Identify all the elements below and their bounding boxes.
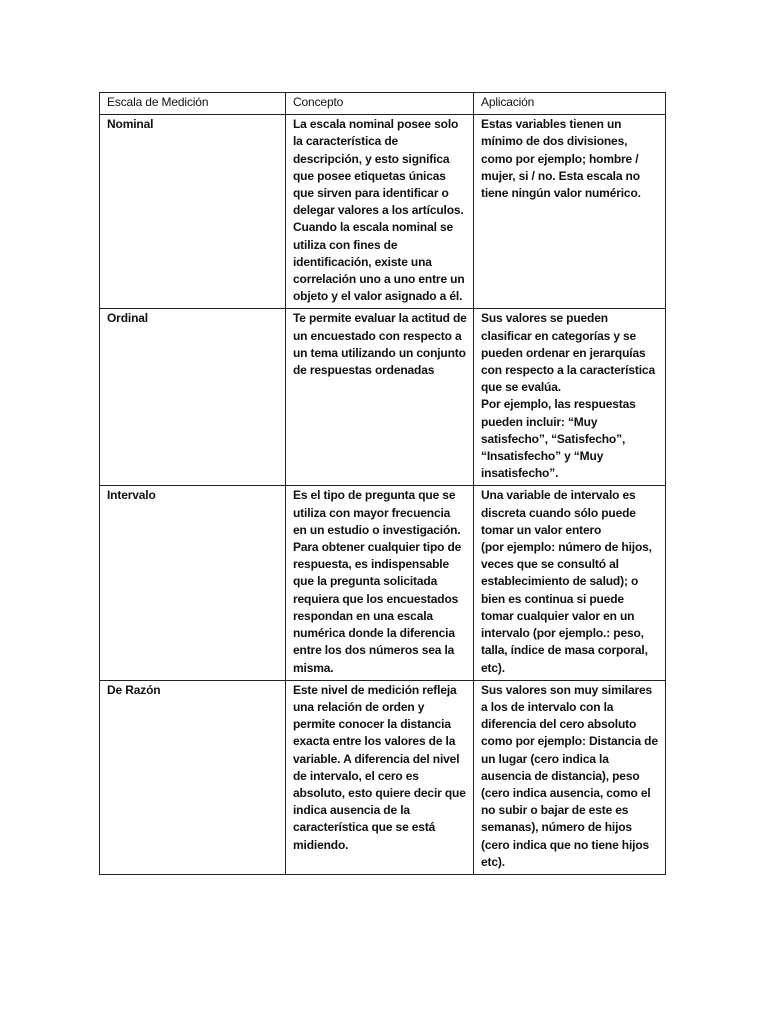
table-row [100, 309, 666, 486]
concepto-cell: Este nivel de medición refleja una relación de orden y permite conocer la distancia exacta entre los valores de la variable. A diferencia del nivel de intervalo, el cero es absoluto, esto quiere decir que indica ausencia de la característica que se está midiendo. [286, 680, 474, 874]
table-row [100, 680, 666, 874]
concepto-cell: La escala nominal posee solo la característica de descripción, y esto significa que posee etiquetas únicas que sirven para identificar o delegar valores a los artículos. Cuando la escala nominal se utiliza con fines de identificación, existe una correlación uno a uno entre un objeto y el valor asignado a él. [286, 115, 474, 309]
header-concepto: Concepto [286, 93, 474, 115]
escala-cell: Intervalo [100, 486, 286, 680]
concepto-cell: Es el tipo de pregunta que se utiliza con mayor frecuencia en un estudio o investigación. Para obtener cualquier tipo de respuesta, es indispensable que la pregunta solicitada requiera que los encuestados respondan en una escala numérica donde la diferencia entre los dos números sea la misma. [286, 486, 474, 680]
escala-cell: Ordinal [100, 309, 286, 486]
measurement-scales-table [99, 92, 666, 875]
escala-cell: Nominal [100, 115, 286, 309]
header-aplicacion: Aplicación [474, 93, 666, 115]
aplicacion-cell: Sus valores son muy similares a los de intervalo con la diferencia del cero absoluto como por ejemplo: Distancia de un lugar (cero indica la ausencia de distancia), peso (cero indica ausencia, como el no subir o bajar de este es semanas), número de hijos (cero indica que no tiene hijos etc). [474, 680, 666, 874]
aplicacion-cell: Una variable de intervalo es discreta cuando sólo puede tomar un valor entero (por ejemplo: número de hijos, veces que se consultó al establecimiento de salud); o bien es continua si puede tomar cualquier valor en un intervalo (por ejemplo.: peso, talla, índice de masa corporal, etc). [474, 486, 666, 680]
table-header-row [100, 93, 666, 115]
header-escala: Escala de Medición [100, 93, 286, 115]
table-row [100, 486, 666, 680]
aplicacion-cell: Estas variables tienen un mínimo de dos divisiones, como por ejemplo; hombre / mujer, si / no. Esta escala no tiene ningún valor numérico. [474, 115, 666, 309]
concepto-cell: Te permite evaluar la actitud de un encuestado con respecto a un tema utilizando un conjunto de respuestas ordenadas [286, 309, 474, 486]
escala-cell: De Razón [100, 680, 286, 874]
aplicacion-cell: Sus valores se pueden clasificar en categorías y se pueden ordenar en jerarquías con respecto a la característica que se evalúa. Por ejemplo, las respuestas pueden incluir: “Muy satisfecho”, “Satisfecho”, “Insatisfecho” y “Muy insatisfecho”. [474, 309, 666, 486]
table-row [100, 115, 666, 309]
